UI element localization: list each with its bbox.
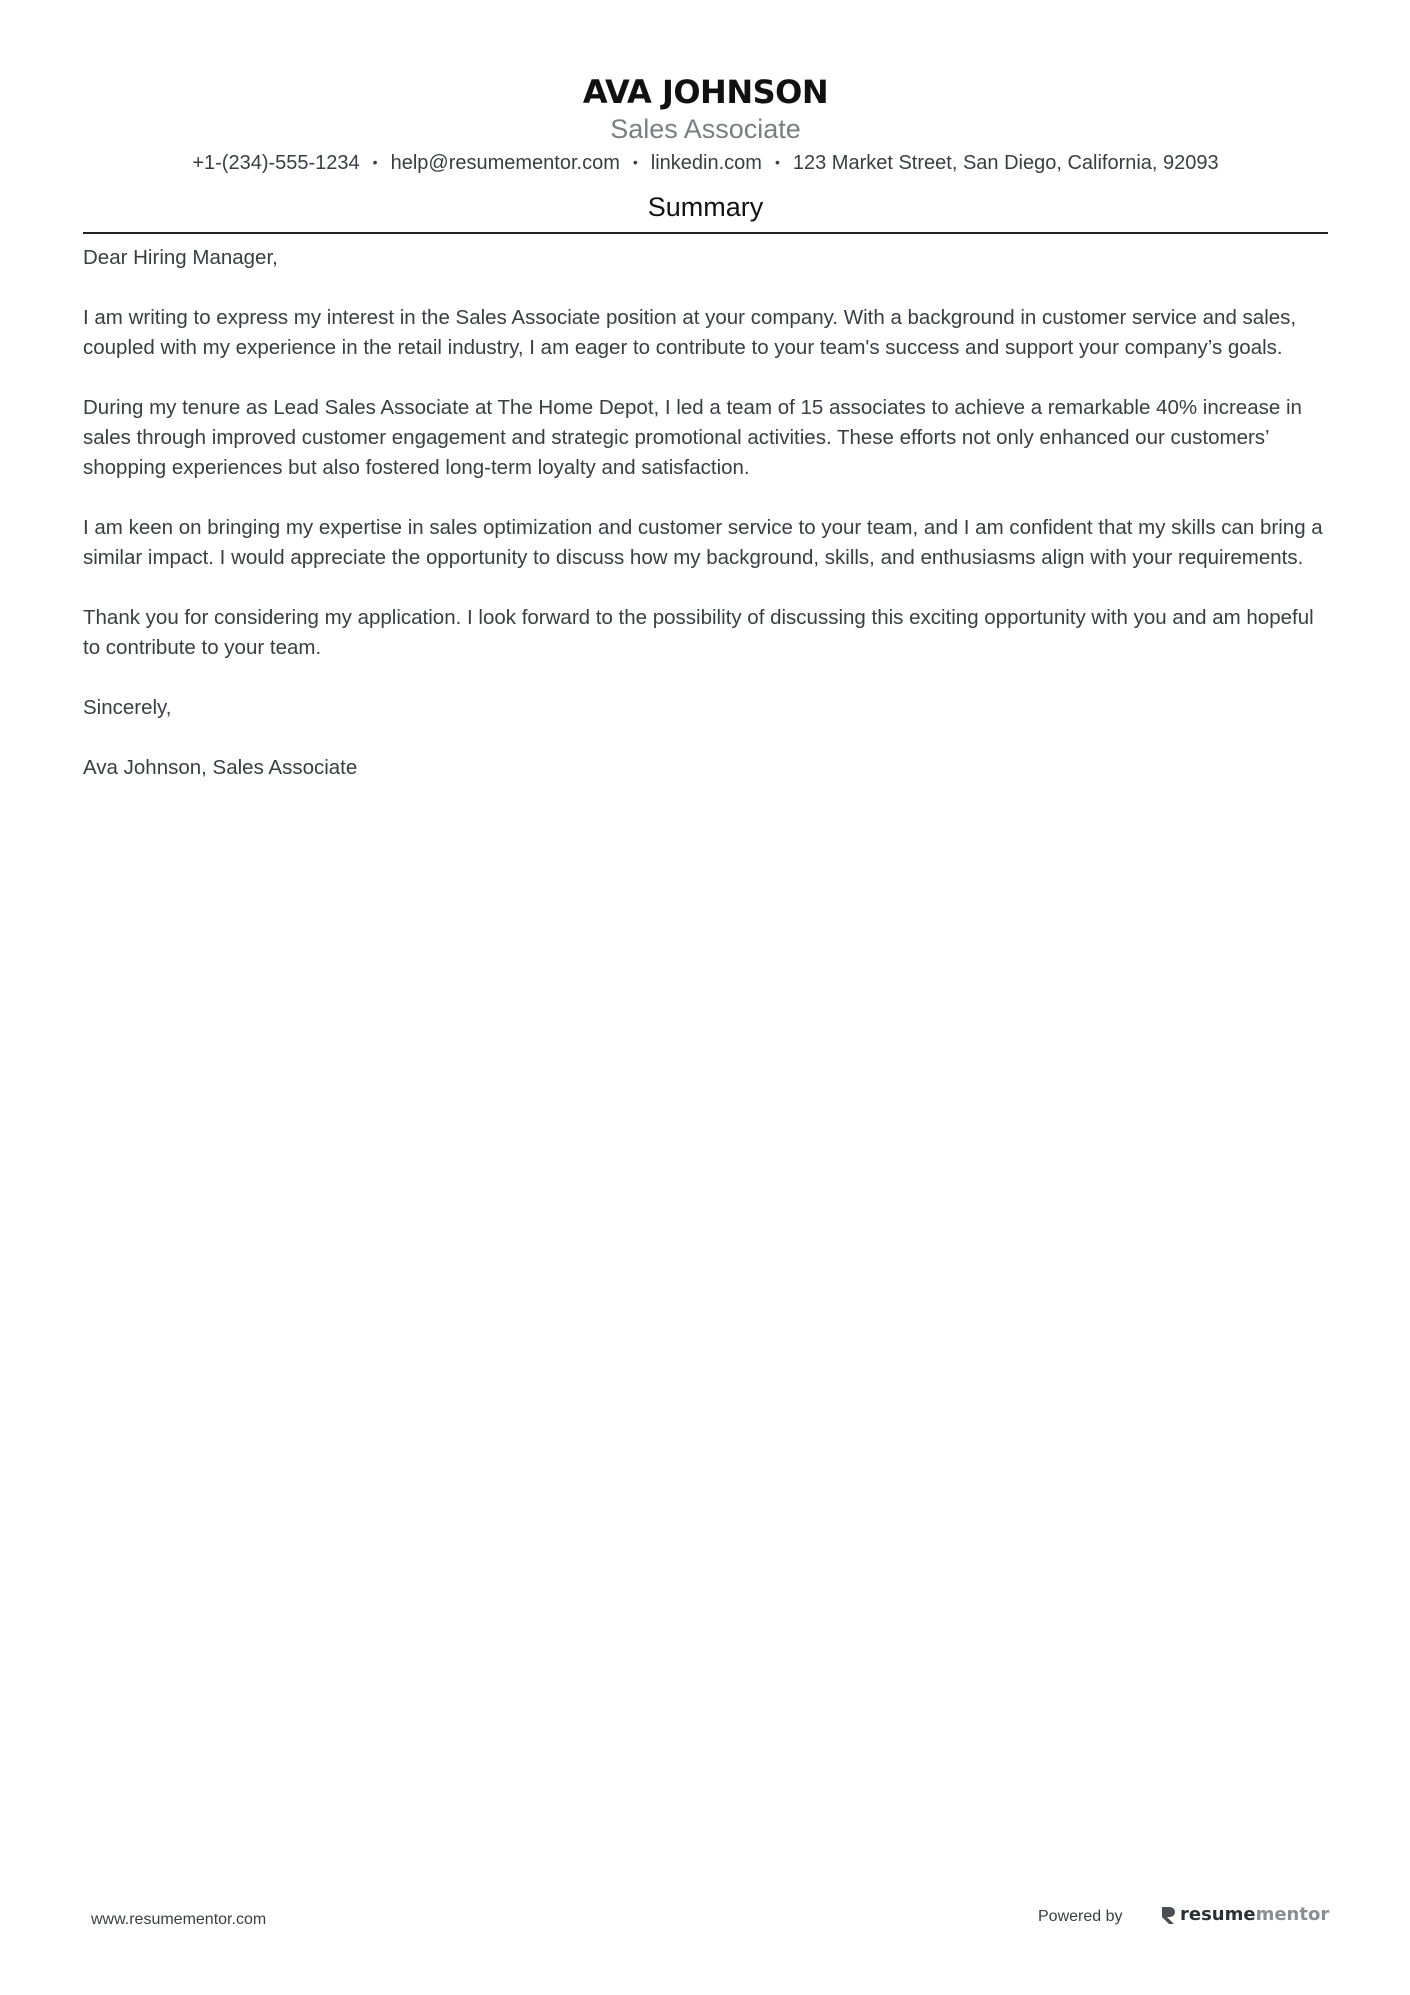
bullet-separator: • xyxy=(632,154,638,170)
bullet-separator: • xyxy=(774,154,780,170)
powered-by-label: Powered by xyxy=(1038,1908,1123,1925)
job-title: Sales Associate xyxy=(610,114,801,144)
brand-name-part2: mentor xyxy=(1255,1904,1330,1925)
section-divider xyxy=(83,232,1328,234)
section-title: Summary xyxy=(647,192,764,222)
contact-email[interactable]: help@resumementor.com xyxy=(390,152,620,174)
candidate-name: AVA JOHNSON xyxy=(582,73,829,111)
signature: Ava Johnson, Sales Associate xyxy=(83,756,358,779)
contact-phone: +1-(234)-555-1234 xyxy=(192,152,360,174)
contact-address: 123 Market Street, San Diego, California, 92093 xyxy=(792,152,1219,174)
letter-paragraph: I am writing to express my interest in the Sales Associate position at your company. With a background in customer service and sales, coupled with my experience in the retail industry, I am eager to contribute to your team's success and support your company’s goals. xyxy=(83,306,1297,359)
contact-row xyxy=(83,148,1328,177)
brand-name-part1: resume xyxy=(1180,1904,1256,1925)
footer-url[interactable]: www.resumementor.com xyxy=(91,1911,267,1928)
letter-body xyxy=(83,243,1328,813)
resumementor-logo-icon xyxy=(1160,1905,1176,1925)
letter-paragraph: Thank you for considering my application. I look forward to the possibility of discussing this exciting opportunity with you and am hopeful to contribute to your team. xyxy=(83,606,1314,659)
bullet-separator: • xyxy=(372,154,378,170)
closing: Sincerely, xyxy=(83,696,172,719)
brand-logo[interactable] xyxy=(1160,1904,1329,1925)
header xyxy=(83,72,1328,177)
letter-paragraph: During my tenure as Lead Sales Associate at The Home Depot, I led a team of 15 associates to achieve a remarkable 40% increase in sales through improved customer engagement and strategic promotional activities. These efforts not only enhanced our customers’ shopping experiences but also fostered long-term loyalty and satisfaction. xyxy=(83,396,1302,479)
contact-linkedin[interactable]: linkedin.com xyxy=(650,152,762,174)
letter-paragraph: I am keen on bringing my expertise in sales optimization and customer service to your team, and I am confident that my skills can bring a similar impact. I would appreciate the opportunity to discuss how my background, skills, and enthusiasms align with your requirements. xyxy=(83,516,1323,569)
salutation: Dear Hiring Manager, xyxy=(83,246,278,269)
